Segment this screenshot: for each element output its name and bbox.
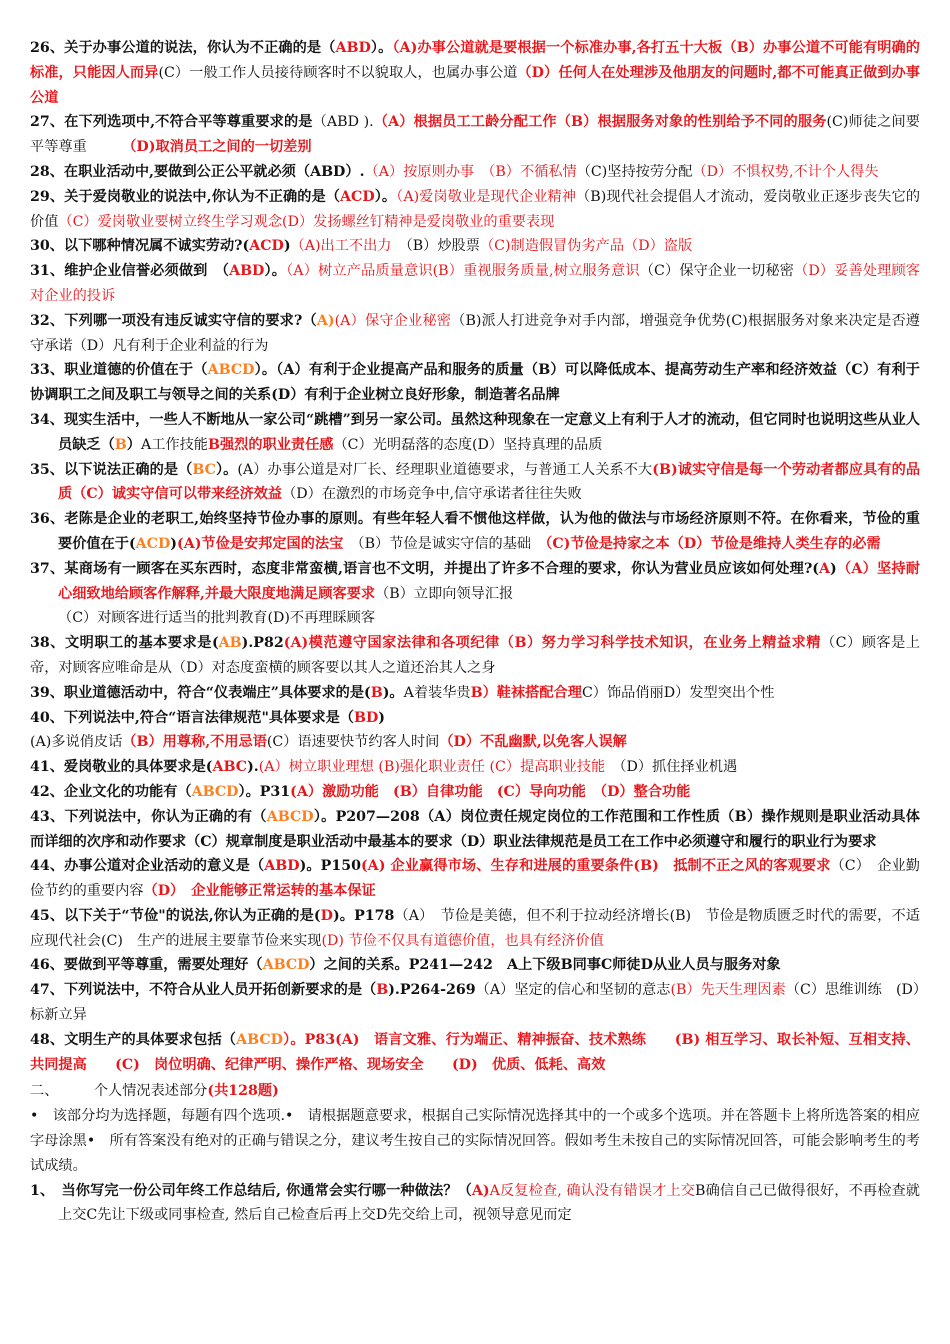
q34-option-cd: （C）光明磊落的态度(D）坚持真理的品质 (333, 436, 603, 453)
q35-after: ）。 (215, 461, 238, 478)
p1-answer: A) (471, 1182, 490, 1199)
question-42 (30, 780, 920, 805)
q40-option-a: (A)多说俏皮话 (30, 734, 123, 751)
q34-option-b: B强烈的职业责任感 (207, 436, 334, 453)
q47-option-cd: （C）思维训练 (D）标新立异 (30, 982, 921, 1024)
q33-options: ）。（A）有利于企业提高产品和服务的质量（B）可以降低成本、提高劳动生产率和经济效益（C）有利于协调职工之间及职工与领导之间的关系(D）有利于企业树立良好形象，制造著名品牌 (30, 362, 920, 404)
q32-option-a: (A）保守企业秘密 (334, 312, 452, 329)
q44-stem: 44、办事公道对企业活动的意义是（ (30, 858, 265, 875)
q35-option-d: （D）在激烈的市场竞争中,信守承诺者往往失败 (282, 486, 582, 503)
question-37 (30, 557, 920, 631)
q48-stem: 48、文明生产的具体要求包括（ (30, 1031, 237, 1048)
q48-answer: ABCD (236, 1031, 283, 1048)
personal-question-1 (30, 1179, 920, 1229)
q31-option-c: （C）保守企业一切秘密 (639, 263, 794, 280)
q44-option-c: （C） 企业勤俭节约的重要内容 (30, 858, 921, 900)
q30-after: ) (283, 238, 291, 255)
q39-option-b: B）鞋袜搭配合理 (470, 684, 582, 701)
q44-answer: ABD (264, 858, 300, 875)
q36-option-cd: （C)节俭是持家之本（D）节俭是维持人类生存的必需 (545, 535, 881, 552)
q33-answer: ABCD (207, 362, 255, 379)
q41-after: ). (247, 759, 259, 776)
question-32 (30, 309, 920, 359)
question-46 (30, 953, 920, 978)
question-31 (30, 259, 920, 309)
q38-stem: 38、文明职工的基本要求是( (30, 635, 219, 652)
q34-stem: 34、现实生活中，一些人不断地从一家公司“跳槽”到另一家公司。虽然这种现象在一定意义上有利于人才的流动，但它同时也说明这些从业人员缺乏（ (30, 411, 920, 453)
q39-option-a: A着装华贵 (403, 684, 471, 701)
q47-option-a: （A）坚定的信心和坚韧的意志 (475, 982, 671, 999)
q28-answer: ABD (310, 163, 346, 180)
q44-option-ab: (A) 企业赢得市场、生存和进展的重要条件(B) 抵制不正之风的客观要求 (360, 858, 831, 875)
question-43 (30, 805, 920, 855)
q45-after: )。P178 (332, 907, 395, 924)
q26-option-ab: （A)办事公道就是要根据一个标准办事,各打五十大板（B）办事公道不可能有明确的标准，只能因人而异 (30, 40, 920, 81)
q30-answer: ACD (249, 238, 284, 255)
q40-option-c: (C）语速要快节约客人时间 (266, 734, 440, 751)
q36-after: ) (170, 535, 177, 552)
question-34 (30, 408, 920, 458)
q29-option-cd: （C）爱岗敬业要树立终生学习观念(D）发扬螺丝钉精神是爱岗敬业的重要表现 (58, 213, 555, 230)
q40-stem: 40、下列说法中,符合“语言法律规范"具体要求是（ (30, 709, 354, 726)
q31-after: ）。 (264, 263, 287, 280)
q41-answer: ABC (212, 759, 248, 776)
q39-answer: B (370, 684, 383, 701)
q39-option-cd: C）饰品俏丽D）发型突出个性 (581, 684, 775, 701)
q47-option-b: (B）先天生理因素 (670, 982, 786, 999)
q35-answer: BC (192, 461, 216, 478)
q42-after: ）。P31 (238, 783, 291, 800)
q38-option-cd: （C）顾客是上帝，对顾客应唯命是从（D）对态度蛮横的顾客要以其人之道还治其人之身 (30, 635, 920, 676)
q37-option-cd: （C）对顾客进行适当的批判教育(D)不再理睬顾客 (58, 610, 376, 627)
section-title: 个人情况表述部分 (93, 1083, 208, 1100)
q42-stem: 42、企业文化的功能有（ (30, 783, 192, 800)
question-44 (30, 854, 920, 904)
q38-after: ).P82 (241, 635, 284, 652)
q31-option-d: （D）妥善处理顾客对企业的投诉 (30, 263, 920, 304)
q44-after: )。P150 (299, 858, 361, 875)
question-40 (30, 706, 920, 756)
q37-answer: A (819, 560, 831, 577)
q44-option-d: （D） 企业能够正常运转的基本保证 (143, 883, 376, 900)
q41-option-abc: (A）树立职业理想 (B)强化职业责任 (C）提高职业技能 (258, 759, 606, 776)
q32-stem: 32、下列哪一项没有违反诚实守信的要求?（ (30, 312, 317, 329)
q47-after: ).P264-269 (388, 982, 476, 999)
q47-stem: 47、下列说法中，不符合从业人员开拓创新要求的是（ (30, 982, 377, 999)
q40-option-d: （D）不乱幽默,以免客人误解 (439, 734, 627, 751)
q26-after: ）。 (370, 40, 393, 56)
q38-option-ab: (A)模范遵守国家法律和各项纪律（B）努力学习科学技术知识，在业务上精益求精 (283, 635, 821, 652)
q40-option-b: （B）用尊称,不用忌语 (122, 734, 267, 751)
q30-option-a: （A)出工不出力 (290, 238, 392, 255)
question-38 (30, 631, 920, 681)
question-36 (30, 507, 920, 557)
q30-option-cd: （C)制造假冒伪劣产品（D）盗版 (479, 238, 693, 255)
q26-stem: 26、关于办事公道的说法，你认为不正确的是（ (30, 40, 336, 56)
q45-stem: 45、以下关于“节俭"的说法,你认为正确的是( (30, 907, 321, 924)
question-29 (30, 185, 920, 235)
q28-option-d: （D）不惧权势,不计个人得失 (692, 163, 879, 180)
q36-stem: 36、老陈是企业的老职工,始终坚持节俭办事的原则。有些年轻人看不惯他这样做，认为他的做法与市场经济原则不符。在你看来，节俭的重要价值在于( (30, 511, 920, 552)
q26-answer: ABD (335, 40, 371, 56)
question-27 (30, 110, 920, 160)
q29-answer: ACD (340, 188, 375, 205)
q28-stem: 28、在职业活动中,要做到公正公平就必须（ (30, 163, 311, 180)
q27-stem: 27、在下列选项中,不符合平等尊重要求的是 (30, 114, 313, 131)
q40-answer: BD (354, 709, 379, 726)
q31-option-ab: （A）树立产品质量意识(B）重视服务质量,树立服务意识 (286, 263, 640, 280)
q30-option-b: （B）炒股票 (405, 238, 480, 255)
q46-stem: 46、要做到平等尊重，需要处理好（ (30, 957, 263, 974)
q42-answer: ABCD (191, 783, 239, 800)
question-30 (30, 234, 920, 259)
q45-answer: D (320, 907, 333, 924)
q33-stem: 33、职业道德的价值在于（ (30, 362, 208, 379)
q41-option-d: （D）抓住择业机遇 (619, 759, 738, 776)
q37-option-a: （A）坚持耐心细致地给顾客作解释,并最大限度地满足顾客要求 (58, 560, 920, 602)
q27-option-ab: （A）根据员工工龄分配工作（B）根据服务对象的性别给予不同的服务 (373, 114, 827, 131)
q43-stem: 43、下列说法中，你认为正确的有（ (30, 808, 267, 825)
document-page (30, 36, 920, 1228)
q42-options: (A）激励功能 (B）自律功能 (C）导向功能 （D）整合功能 (290, 783, 691, 800)
q29-after: ）。 (374, 188, 397, 205)
q39-stem: 39、职业道德活动中，符合“仪表端庄”具体要求的是( (30, 684, 371, 701)
question-28 (30, 160, 920, 185)
p1-other-options: B确信自己已做得很好，不再检查就上交C先让下级或同事检查, 然后自己检查后再上交D先交给上司，视领导意见而定 (58, 1182, 920, 1224)
section-heading (30, 1079, 920, 1104)
q40-after: ) (378, 709, 386, 726)
q36-option-a: (A)节俭是安邦定国的法宝 (176, 535, 344, 552)
q47-answer: B (376, 982, 389, 999)
q29-option-b: （B)现代社会提倡人才流动，爱岗敬业正逐步丧失它的价值 (30, 188, 921, 230)
q31-answer: ABD (229, 263, 265, 280)
q26-option-c: (C）一般工作人员接待顾客时不以貌取人，也属办事公道 (158, 64, 518, 81)
q38-answer: AB (218, 635, 242, 652)
question-41 (30, 755, 920, 780)
q36-option-b: （B）节俭是诚实守信的基础 (357, 535, 532, 552)
q31-stem: 31、维护企业信誉必须做到 （ (30, 263, 230, 280)
q41-stem: 41、爱岗敬业的具体要求是( (30, 759, 213, 776)
question-33 (30, 358, 920, 408)
q46-answer: ABCD (262, 957, 310, 974)
q35-option-bc: (B)诚实守信是每一个劳动者都应具有的品质（C）诚实守信可以带来经济效益 (58, 461, 921, 503)
q27-answer: （ABD ). (312, 114, 374, 131)
q27-option-c: (C)师徒之间要平等尊重 (30, 114, 920, 156)
question-35 (30, 458, 920, 508)
q34-option-a: A工作技能 (140, 436, 208, 453)
q37-option-b: （B）立即向领导汇报 (375, 585, 514, 602)
question-45 (30, 904, 920, 954)
q26-option-d: （D）任何人在处理涉及他朋友的问题时,都不可能真正做到办事公道 (30, 64, 920, 106)
q37-stem: 37、某商场有一顾客在买东西时，态度非常蛮横,语言也不文明，并提出了许多不合理的要求，你认为营业员应该如何处理?( (30, 560, 820, 577)
q32-answer: A) (316, 312, 335, 329)
q43-answer: ABCD (266, 808, 314, 825)
q28-option-ab: （A）按原则办事 （B）不循私情 (364, 163, 577, 180)
question-39 (30, 681, 920, 706)
q28-after: ）. (345, 163, 365, 180)
q29-option-a: （A)爱岗敬业是现代企业精神 (396, 188, 577, 205)
q43-options: ）。P207—208（A）岗位责任规定岗位的工作范围和工作性质（B）操作规则是职业活动具体而详细的次序和动作要求（C）规章制度是职业活动中最基本的要求（D）职业法律规范是员工在工作中必须遵守和履行的职业行为要求 (30, 808, 920, 850)
question-47 (30, 978, 920, 1028)
p1-option-a: A反复检查, 确认没有错误才上交 (489, 1182, 696, 1199)
q46-options: ）之间的关系。P241—242 A上下级B同事C师徒D从业人员与服务对象 (309, 957, 781, 974)
q37-after: ) (830, 560, 837, 577)
q34-after: ） (126, 436, 141, 453)
q36-answer: ACD (135, 535, 171, 552)
q32-other-options: （B)派人打进竞争对手内部，增强竞争优势(C)根据服务对象来决定是否遵守承诺（D）凡有利于企业利益的行为 (30, 312, 920, 354)
section-count: (共128题) (207, 1083, 279, 1100)
q29-stem: 29、关于爱岗敬业的说法中,你认为不正确的是（ (30, 188, 341, 205)
q39-after: )。 (382, 684, 404, 701)
q45-option-abc: （A） 节俭是美德，但不利于拉动经济增长(B) 节俭是物质匮乏时代的需要，不适应现代社会(C) 生产的进展主要靠节俭来实现 (30, 907, 920, 949)
q27-option-d: （D)取消员工之间的一切差别 (129, 139, 312, 156)
p1-stem: 1、 当你写完一份公司年终工作总结后, 你通常会实行哪一种做法？（ (30, 1182, 472, 1199)
q48-options: ）。P83(A) 语言文雅、行为端正、精神振奋、技术熟练 (B) 相互学习、取长补短、互相支持、共同提高 (C) 岗位明确、纪律严明、操作严格、现场安全 (D) 优质、低耗、高效 (30, 1031, 920, 1073)
instructions: • 该部分均为选择题，每题有四个选项.• 请根据题意要求，根据自己实际情况选择其中的一个或多个选项。并在答题卡上将所选答案的相应字母涂黑• 所有答案没有绝对的正确与错误之分，建议考生按自己的实际情况回答。假如考生未按自己的实际情况回答，可能会影响考生的考试成绩。 (30, 1108, 920, 1174)
question-26 (30, 36, 920, 110)
q35-option-a: (A）办事公道是对厂长、经理职业道德要求，与普通工人关系不大 (237, 461, 653, 478)
q30-stem: 30、以下哪种情况属不诚实劳动?( (30, 238, 250, 255)
question-48 (30, 1028, 920, 1078)
section-number: 二、 (30, 1083, 52, 1100)
q35-stem: 35、以下说法正确的是（ (30, 461, 193, 478)
q45-option-d: (D) 节俭不仅具有道德价值，也具有经济价值 (321, 932, 604, 949)
q28-option-c: （C)坚持按劳分配 (576, 163, 693, 180)
q34-answer: B (114, 436, 127, 453)
